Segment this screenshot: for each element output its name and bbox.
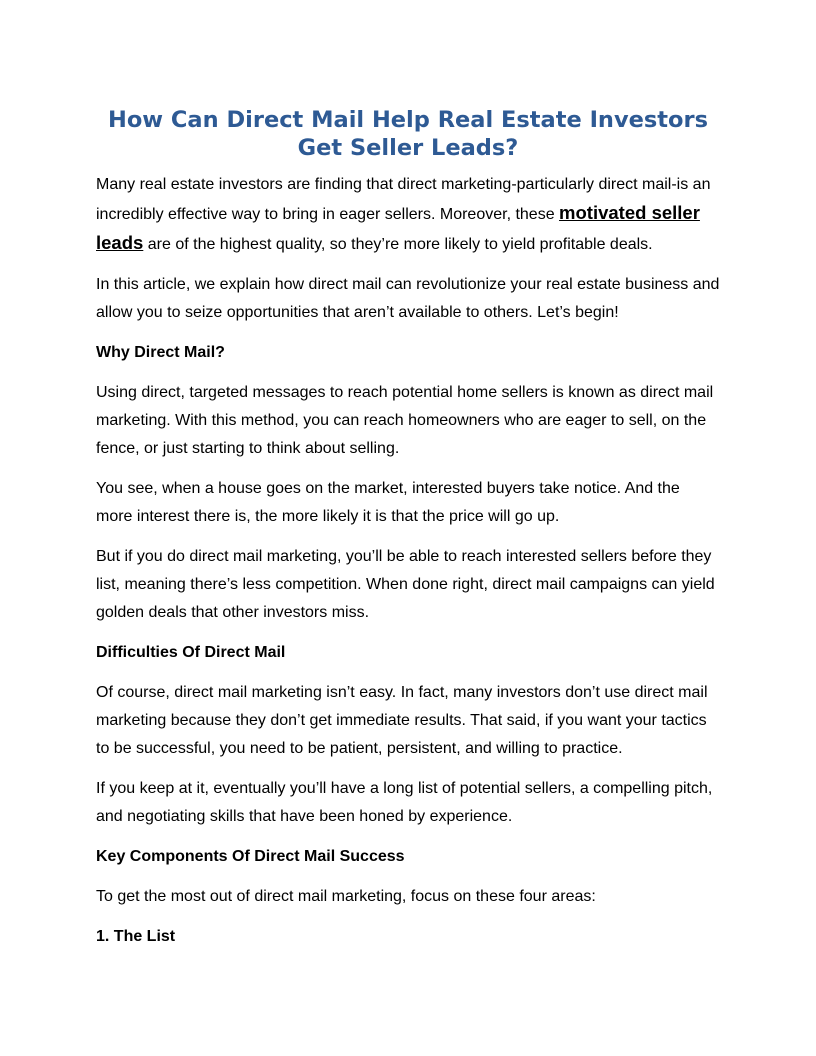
- why-direct-mail-paragraph-3: But if you do direct mail marketing, you’ll be able to reach interested sellers before they list, meaning there’s less competition. When done right, direct mail campaigns can yield golden deals that other investors miss.: [96, 548, 715, 621]
- key-components-paragraph-1: To get the most out of direct mail marketing, focus on these four areas:: [96, 888, 596, 905]
- motivated-seller-leads-link[interactable]: motivated seller leads: [96, 202, 700, 253]
- difficulties-paragraph-2: If you keep at it, eventually you’ll have a long list of potential sellers, a compelling pitch, and negotiating skills that have been honed by experience.: [96, 780, 713, 825]
- difficulties-paragraph-1: Of course, direct mail marketing isn’t easy. In fact, many investors don’t use direct mail marketing because they don’t get immediate results. That said, if you want your tactics to be successful, you need to be patient, persistent, and willing to practice.: [96, 684, 708, 757]
- intro-paragraph-1-text-before: Many real estate investors are finding that direct marketing-particularly direct mail-is an incredibly effective way to bring in eager sellers. Moreover, these: [96, 176, 711, 223]
- why-direct-mail-paragraph-2: You see, when a house goes on the market, interested buyers take notice. And the more interest there is, the more likely it is that the price will go up.: [96, 480, 680, 525]
- why-direct-mail-paragraph-1: Using direct, targeted messages to reach potential home sellers is known as direct mail marketing. With this method, you can reach homeowners who are eager to sell, on the fence, or just starting to think about selling.: [96, 384, 714, 457]
- section-heading-the-list: 1. The List: [96, 928, 176, 945]
- section-heading-difficulties: Difficulties Of Direct Mail: [96, 644, 286, 661]
- intro-paragraph-1-text-after: are of the highest quality, so they’re more likely to yield profitable deals.: [143, 236, 653, 253]
- section-heading-key-components: Key Components Of Direct Mail Success: [96, 848, 405, 865]
- intro-paragraph-1: [96, 171, 720, 259]
- page-title: How Can Direct Mail Help Real Estate Investors Get Seller Leads?: [108, 107, 708, 161]
- intro-paragraph-2: In this article, we explain how direct mail can revolutionize your real estate business and allow you to seize opportunities that aren’t available to others. Let’s begin!: [96, 276, 720, 321]
- section-heading-why-direct-mail: Why Direct Mail?: [96, 344, 225, 361]
